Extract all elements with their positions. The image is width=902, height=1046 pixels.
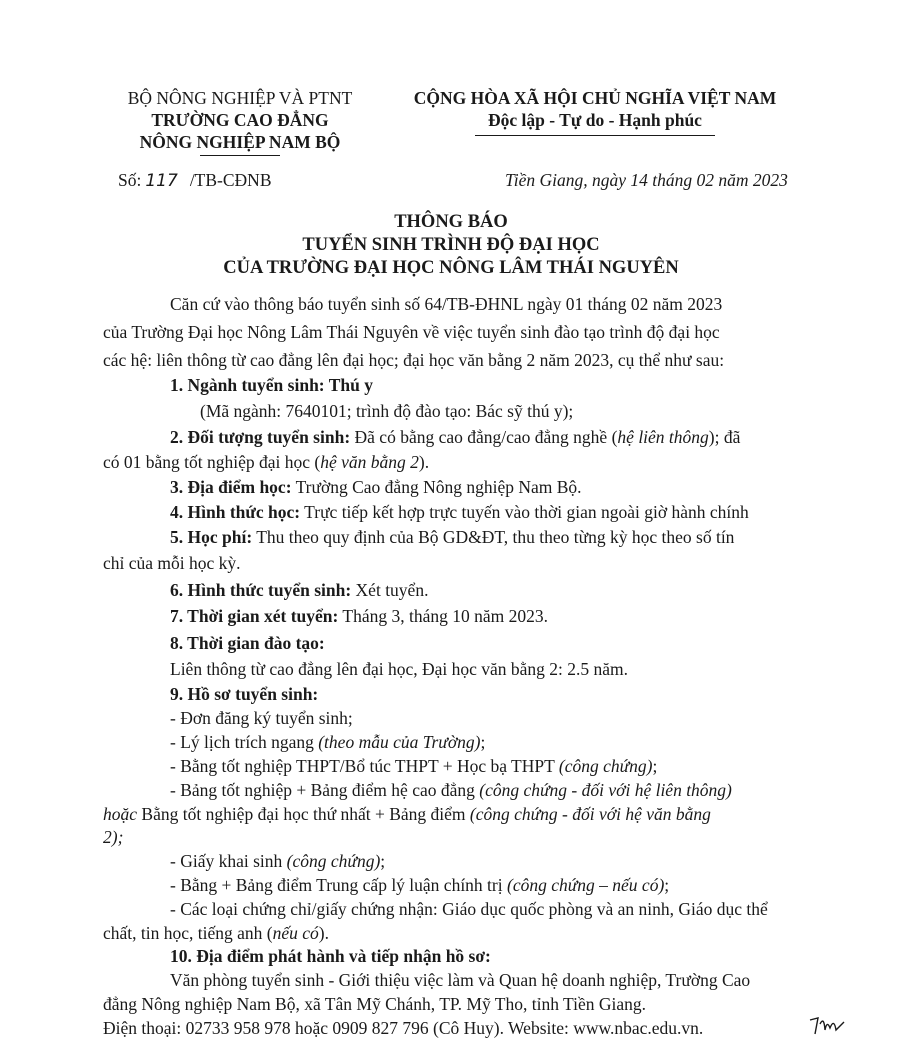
section-5-line-1 — [170, 527, 734, 548]
item-4-text: - Bảng tốt nghiệp + Bảng điểm hệ cao đẳng — [170, 780, 480, 800]
item-4-italic: (công chứng - đối với hệ liên thông) — [479, 780, 732, 800]
nation-title: CỘNG HÒA XÃ HỘI CHỦ NGHĨA VIỆT NAM — [413, 88, 777, 108]
notice-subtitle-2: CỦA TRƯỜNG ĐẠI HỌC NÔNG LÂM THÁI NGUYÊN — [223, 258, 679, 278]
section-9-item-7-line-1: - Các loại chứng chỉ/giấy chứng nhận: Giáo dục quốc phòng và an ninh, Giáo dục thể — [170, 899, 768, 919]
section-5-text: Thu theo quy định của Bộ GD&ĐT, thu theo từng kỳ học theo số tín — [252, 527, 735, 547]
section-2-heading: 2. Đối tượng tuyển sinh: — [170, 427, 351, 447]
item-2-text: - Lý lịch trích ngang — [170, 732, 319, 752]
initials-scribble-icon — [808, 1014, 848, 1038]
section-6-text: Xét tuyển. — [351, 580, 429, 600]
item-4-line2-text: Bằng tốt nghiệp đại học thứ nhất + Bảng điểm — [137, 804, 470, 824]
section-10-line-2: đẳng Nông nghiệp Nam Bộ, xã Tân Mỹ Chánh, TP. Mỹ Tho, tỉnh Tiền Giang. — [103, 994, 646, 1014]
section-2-line-1 — [170, 427, 740, 448]
section-8-heading: 8. Thời gian đào tạo: — [170, 633, 325, 653]
school-name-line1: TRƯỜNG CAO ĐẲNG — [151, 110, 329, 130]
section-9-item-3 — [170, 756, 657, 777]
item-2-end: ; — [480, 732, 486, 752]
document-number — [118, 170, 272, 191]
item-3-end: ; — [652, 756, 658, 776]
section-4 — [170, 502, 749, 523]
section-2-line2-italic: hệ văn bằng 2 — [320, 452, 419, 472]
section-6-heading: 6. Hình thức tuyển sinh: — [170, 580, 352, 600]
item-7-line2-end: ). — [318, 923, 329, 943]
intro-line-2: của Trường Đại học Nông Lâm Thái Nguyên về việc tuyển sinh đào tạo trình độ đại học — [103, 322, 720, 342]
ministry-name: BỘ NÔNG NGHIỆP VÀ PTNT — [127, 88, 353, 108]
header-right-underline — [475, 135, 715, 136]
item-6-italic: (công chứng – nếu có) — [507, 875, 665, 895]
section-6 — [170, 580, 428, 601]
item-4-or: hoặc — [103, 804, 138, 824]
item-5-end: ; — [380, 851, 386, 871]
section-9-item-2 — [170, 732, 485, 753]
item-3-text: - Bằng tốt nghiệp THPT/Bổ túc THPT + Học bạ THPT — [170, 756, 559, 776]
section-2-italic: hệ liên thông — [617, 427, 709, 447]
section-10-line-1: Văn phòng tuyển sinh - Giới thiệu việc làm và Quan hệ doanh nghiệp, Trường Cao — [170, 970, 751, 990]
section-9-heading: 9. Hồ sơ tuyển sinh: — [170, 684, 319, 704]
notice-subtitle-1: TUYỂN SINH TRÌNH ĐỘ ĐẠI HỌC — [302, 235, 600, 255]
section-7-text: Tháng 3, tháng 10 năm 2023. — [338, 606, 548, 626]
section-9-item-4-line-3: 2); — [103, 827, 124, 847]
section-9-item-4-line-1 — [170, 780, 732, 801]
item-7-line2-text: chất, tin học, tiếng anh ( — [103, 923, 273, 943]
item-2-italic: (theo mẫu của Trường) — [318, 732, 481, 752]
item-3-italic: (công chứng) — [558, 756, 653, 776]
section-5-heading: 5. Học phí: — [170, 527, 253, 547]
item-4-line2-italic: (công chứng - đối với hệ văn bằng — [469, 804, 711, 824]
section-8-text: Liên thông từ cao đẳng lên đại học, Đại học văn bằng 2: 2.5 năm. — [170, 659, 629, 679]
number-value: 117 — [145, 171, 178, 191]
section-3-heading: 3. Địa điểm học: — [170, 477, 292, 497]
intro-line-1: Căn cứ vào thông báo tuyển sinh số 64/TB-ĐHNL ngày 01 tháng 02 năm 2023 — [170, 294, 723, 314]
item-5-italic: (công chứng) — [286, 851, 381, 871]
section-9-item-6 — [170, 875, 669, 896]
section-1-heading: 1. Ngành tuyển sinh: Thú y — [170, 375, 373, 395]
number-suffix: /TB-CĐNB — [189, 170, 272, 190]
section-10-heading: 10. Địa điểm phát hành và tiếp nhận hồ sơ: — [170, 946, 491, 966]
section-4-heading: 4. Hình thức học: — [170, 502, 301, 522]
section-2-text-end: ); đã — [708, 427, 741, 447]
notice-title: THÔNG BÁO — [394, 212, 508, 232]
section-9-item-1: - Đơn đăng ký tuyển sinh; — [170, 708, 353, 728]
school-name-line2: NÔNG NGHIỆP NAM BỘ — [139, 132, 341, 152]
section-2-line2-end: ). — [418, 452, 430, 472]
section-3 — [170, 477, 582, 498]
handwritten-initials — [808, 1014, 848, 1043]
section-4-text: Trực tiếp kết hợp trực tuyến vào thời gian ngoài giờ hành chính — [300, 502, 749, 522]
section-5-line-2: chỉ của mỗi học kỳ. — [103, 553, 241, 573]
intro-line-3: các hệ: liên thông từ cao đẳng lên đại học; đại học văn bằng 2 năm 2023, cụ thể như sau: — [103, 350, 725, 370]
section-2-line-2 — [103, 452, 429, 473]
item-6-end: ; — [664, 875, 670, 895]
section-3-text: Trường Cao đẳng Nông nghiệp Nam Bộ. — [291, 477, 582, 497]
section-2-line2-text: có 01 bằng tốt nghiệp đại học ( — [103, 452, 321, 472]
section-9-item-5 — [170, 851, 385, 872]
section-7-heading: 7. Thời gian xét tuyển: — [170, 606, 339, 626]
nation-motto: Độc lập - Tự do - Hạnh phúc — [488, 110, 702, 130]
section-9-item-4-line-2 — [103, 804, 711, 825]
section-10-line-3: Điện thoại: 02733 958 978 hoặc 0909 827 796 (Cô Huy). Website: www.nbac.edu.vn. — [103, 1018, 704, 1038]
number-label: Số: — [118, 170, 142, 190]
section-2-text: Đã có bằng cao đẳng/cao đẳng nghề ( — [350, 427, 618, 447]
item-5-text: - Giấy khai sinh — [170, 851, 287, 871]
section-7 — [170, 606, 548, 627]
header-left-underline — [200, 155, 280, 156]
place-date: Tiền Giang, ngày 14 tháng 02 năm 2023 — [505, 170, 788, 190]
section-1-detail: (Mã ngành: 7640101; trình độ đào tạo: Bác sỹ thú y); — [200, 401, 574, 421]
item-7-line2-italic: nếu có — [272, 923, 319, 943]
item-6-text: - Bằng + Bảng điểm Trung cấp lý luận chính trị — [170, 875, 507, 895]
section-9-item-7-line-2 — [103, 923, 329, 944]
